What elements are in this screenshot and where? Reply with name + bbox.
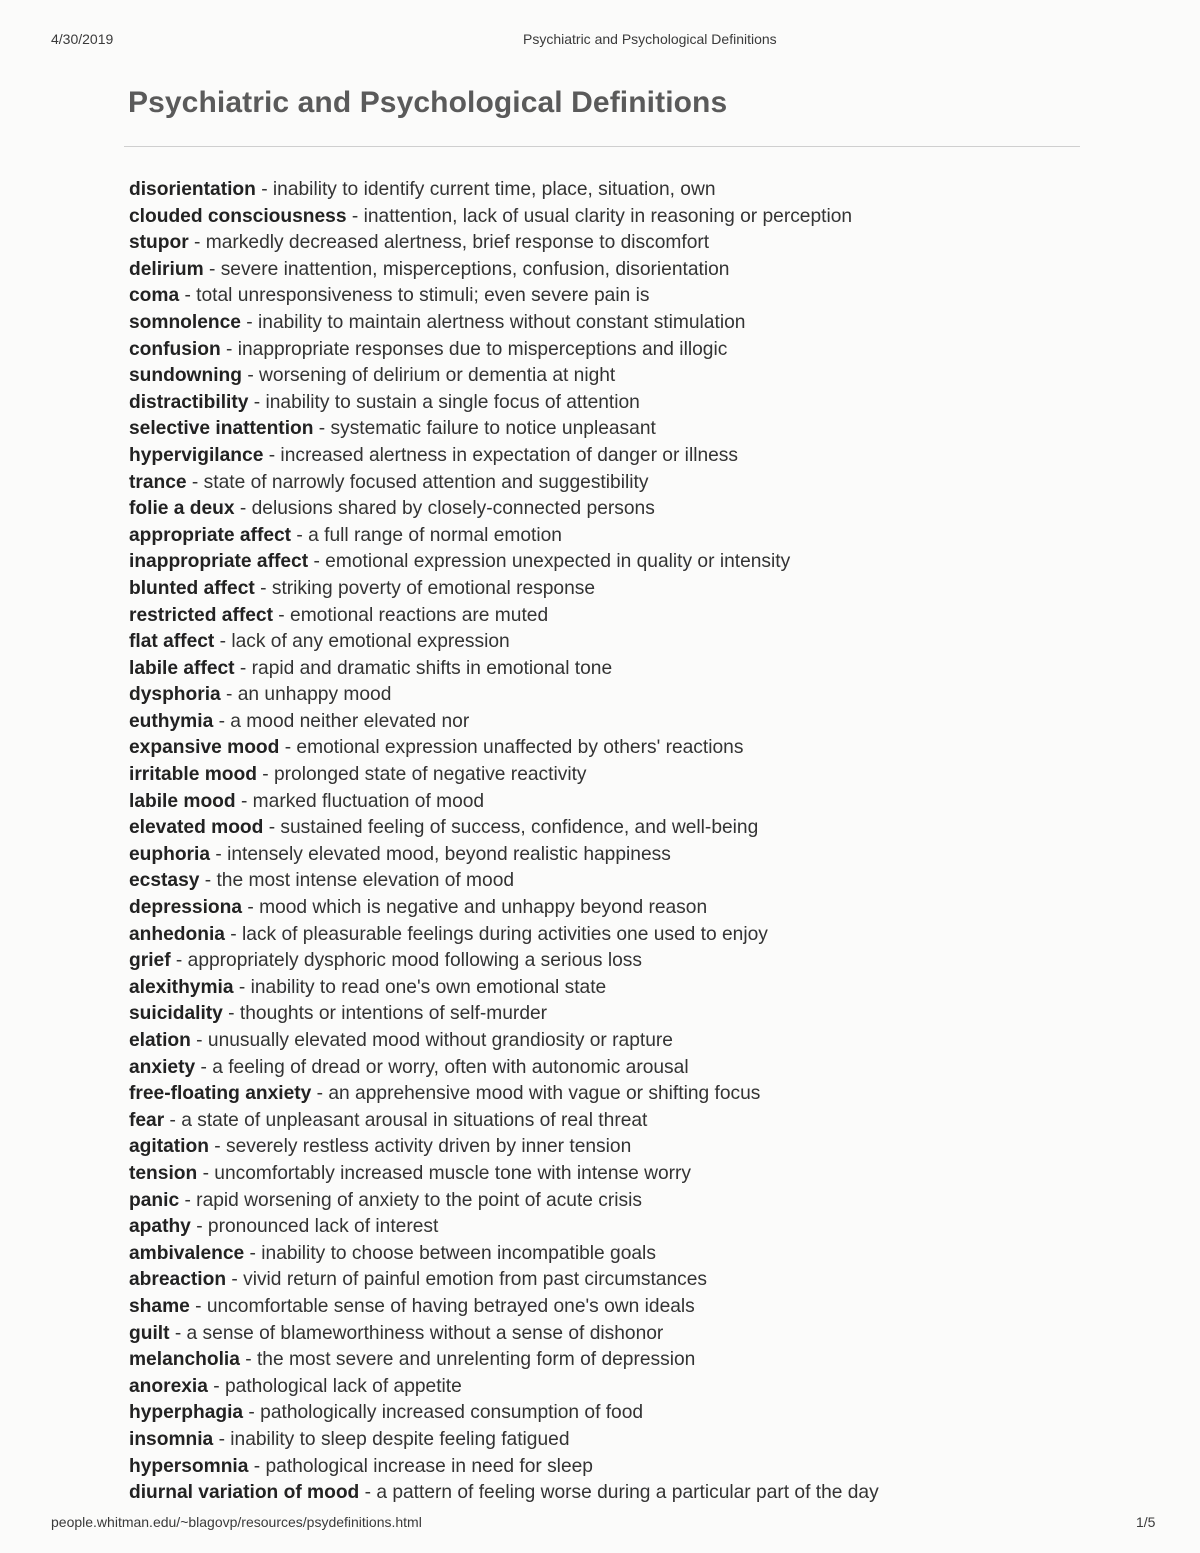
definition-entry [129,1454,879,1481]
definition-term: panic [129,1189,180,1211]
definition-entry [129,735,879,762]
definition-entry [129,1427,879,1454]
definition-term: coma [129,285,180,307]
definition-text: - pathologically increased consumption of food [243,1402,644,1424]
definition-text: - inappropriate responses due to misperceptions and illogic [220,338,728,360]
definition-entry [129,629,879,656]
definition-term: depressiona [129,897,243,919]
definition-entry [129,1134,879,1161]
definition-term: folie a deux [129,498,235,520]
definition-text: - lack of any emotional expression [214,631,510,653]
definition-term: diurnal variation of mood [129,1482,360,1504]
definition-entry [129,868,879,895]
definition-term: shame [129,1295,190,1317]
page-title: Psychiatric and Psychological Definitions [128,86,728,119]
definition-term: selective inattention [129,418,314,440]
definition-term: anhedonia [129,923,225,945]
definition-text: - increased alertness in expectation of danger or illness [263,444,738,466]
definition-term: flat affect [129,631,215,653]
definition-entry [129,283,879,310]
definition-text: - severely restless activity driven by inner tension [208,1136,632,1158]
definition-text: - pathological lack of appetite [207,1375,462,1397]
definition-text: - uncomfortable sense of having betrayed one's own ideals [189,1295,695,1317]
definition-term: hypervigilance [129,444,264,466]
definition-entry [129,922,879,949]
definition-text: - emotional expression unaffected by others' reactions [279,737,744,759]
definition-term: somnolence [129,311,241,333]
definition-entry [129,1055,879,1082]
definition-term: trance [129,471,187,493]
definition-term: euthymia [129,710,214,732]
definition-entry [129,709,879,736]
definition-text: - an apprehensive mood with vague or shifting focus [311,1083,761,1105]
definition-term: hypersomnia [129,1455,249,1477]
definition-term: euphoria [129,843,211,865]
definition-entry [129,1480,879,1507]
definition-term: hyperphagia [129,1402,244,1424]
definition-entry [129,1241,879,1268]
definition-term: appropriate affect [129,524,292,546]
definition-term: disorientation [129,179,256,200]
definition-text: - rapid and dramatic shifts in emotional tone [234,657,613,679]
definition-text: - inability to read one's own emotional state [233,976,607,998]
definition-text: - total unresponsiveness to stimuli; even severe pain is [179,285,650,307]
definition-term: guilt [129,1322,170,1344]
definition-entry [129,390,879,417]
definition-entry [129,416,879,443]
print-date: 4/30/2019 [51,31,114,47]
definition-text: - lack of pleasurable feelings during activities one used to enjoy [224,923,768,945]
definition-entry [129,948,879,975]
definition-entry [129,975,879,1002]
definition-text: - severe inattention, misperceptions, confusion, disorientation [203,258,730,280]
definition-entry [129,1081,879,1108]
definition-text: - emotional expression unexpected in quality or intensity [308,551,791,573]
definition-term: anorexia [129,1375,208,1397]
definition-entry [129,204,879,231]
definition-entry [129,337,879,364]
definition-text: - markedly decreased alertness, brief response to discomfort [188,232,710,254]
definition-entry [129,549,879,576]
definition-entry [129,895,879,922]
definition-term: ecstasy [129,870,200,892]
footer-url: people.whitman.edu/~blagovp/resources/psydefinitions.html [51,1514,422,1530]
definition-entry [129,1161,879,1188]
definition-entry [129,1400,879,1427]
definition-term: inappropriate affect [129,551,309,573]
definition-text: - a state of unpleasant arousal in situations of real threat [164,1109,648,1131]
definition-text: - striking poverty of emotional response [254,577,596,599]
definition-entry [129,1374,879,1401]
definition-term: blunted affect [129,577,255,599]
definition-term: distractibility [129,391,249,413]
definition-term: elation [129,1030,191,1051]
definition-entry [129,603,879,630]
definition-entry [129,1214,879,1241]
definition-entry [129,1321,879,1348]
definition-text: - rapid worsening of anxiety to the point of acute crisis [179,1189,642,1211]
definition-text: - intensely elevated mood, beyond realistic happiness [210,843,671,865]
definition-text: - pronounced lack of interest [190,1216,439,1238]
definition-term: free-floating anxiety [129,1083,312,1105]
definition-term: dysphoria [129,684,221,706]
definition-entry [129,1188,879,1215]
definition-term: suicidality [129,1003,223,1025]
definition-entry [129,1347,879,1374]
definition-text: - a sense of blameworthiness without a sense of dishonor [169,1322,664,1344]
definition-text: - uncomfortably increased muscle tone with intense worry [197,1162,691,1184]
definition-text: - thoughts or intentions of self-murder [222,1003,548,1025]
definition-entry [129,1267,879,1294]
definition-term: irritable mood [129,764,257,786]
definition-text: - inattention, lack of usual clarity in reasoning or perception [346,205,853,227]
definition-text: - a mood neither elevated nor [213,710,470,732]
definition-text: - an unhappy mood [220,684,392,706]
definition-text: - inability to maintain alertness without constant stimulation [240,311,746,333]
definition-entry [129,656,879,683]
definition-entry [129,230,879,257]
definition-term: confusion [129,338,221,360]
definition-text: - worsening of delirium or dementia at night [241,365,616,387]
definition-entry [129,1108,879,1135]
definition-entry [129,363,879,390]
definition-term: labile mood [129,790,236,812]
definition-text: - a full range of normal emotion [291,524,562,546]
print-header-title: Psychiatric and Psychological Definitions [523,31,777,47]
definition-text: - delusions shared by closely-connected persons [234,498,655,520]
definition-entry [129,842,879,869]
definition-text: - a feeling of dread or worry, often with autonomic arousal [195,1056,689,1078]
definition-term: fear [129,1109,165,1131]
definition-entry [129,523,879,550]
definition-term: elevated mood [129,817,264,839]
definition-entry [129,789,879,816]
definition-term: anxiety [129,1056,196,1078]
definition-entry [129,576,879,603]
definition-text: - pathological increase in need for sleep [248,1455,593,1477]
definition-term: expansive mood [129,737,280,759]
definition-entry [129,1001,879,1028]
definition-term: tension [129,1162,198,1184]
title-divider [124,146,1080,147]
definition-term: ambivalence [129,1242,245,1264]
definition-entry [129,815,879,842]
definition-text: - appropriately dysphoric mood following a serious loss [170,950,642,972]
definition-entry [129,496,879,523]
definition-text: - the most intense elevation of mood [199,870,515,892]
definition-text: - inability to choose between incompatible goals [244,1242,656,1264]
definition-entry [129,682,879,709]
definition-text: - sustained feeling of success, confidence, and well-being [263,817,759,839]
definition-text: - unusually elevated mood without grandiosity or rapture [190,1030,673,1051]
definition-text: - state of narrowly focused attention and suggestibility [186,471,649,493]
definition-entry [129,470,879,497]
definition-entry [129,1028,879,1055]
definition-text: - inability to sleep despite feeling fatigued [213,1428,570,1450]
definition-term: alexithymia [129,976,234,998]
definition-entry [129,177,879,204]
definition-term: clouded consciousness [129,205,347,227]
page-number: 1/5 [1136,1514,1156,1530]
definition-term: insomnia [129,1428,214,1450]
definition-term: grief [129,950,171,972]
definition-text: - inability to identify current time, place, situation, own [255,179,716,200]
definition-term: abreaction [129,1269,227,1291]
definition-text: - a pattern of feeling worse during a particular part of the day [359,1482,879,1504]
definition-term: labile affect [129,657,235,679]
definition-term: apathy [129,1216,191,1238]
definition-term: stupor [129,232,189,254]
definition-text: - mood which is negative and unhappy beyond reason [242,897,708,919]
definition-entry [129,1294,879,1321]
definition-text: - emotional reactions are muted [272,604,549,626]
definition-text: - systematic failure to notice unpleasant [313,418,656,440]
definition-text: - the most severe and unrelenting form of depression [239,1349,696,1371]
definition-text: - vivid return of painful emotion from past circumstances [226,1269,707,1291]
definition-text: - prolonged state of negative reactivity [256,764,587,786]
definition-text: - marked fluctuation of mood [235,790,485,812]
definition-term: delirium [129,258,204,280]
definitions-list [129,177,879,1507]
definition-entry [129,443,879,470]
definition-entry [129,310,879,337]
definition-term: melancholia [129,1349,240,1371]
definition-term: sundowning [129,365,242,387]
definition-text: - inability to sustain a single focus of attention [248,391,640,413]
definition-entry [129,257,879,284]
definition-term: restricted affect [129,604,273,626]
definition-term: agitation [129,1136,209,1158]
definition-entry [129,762,879,789]
